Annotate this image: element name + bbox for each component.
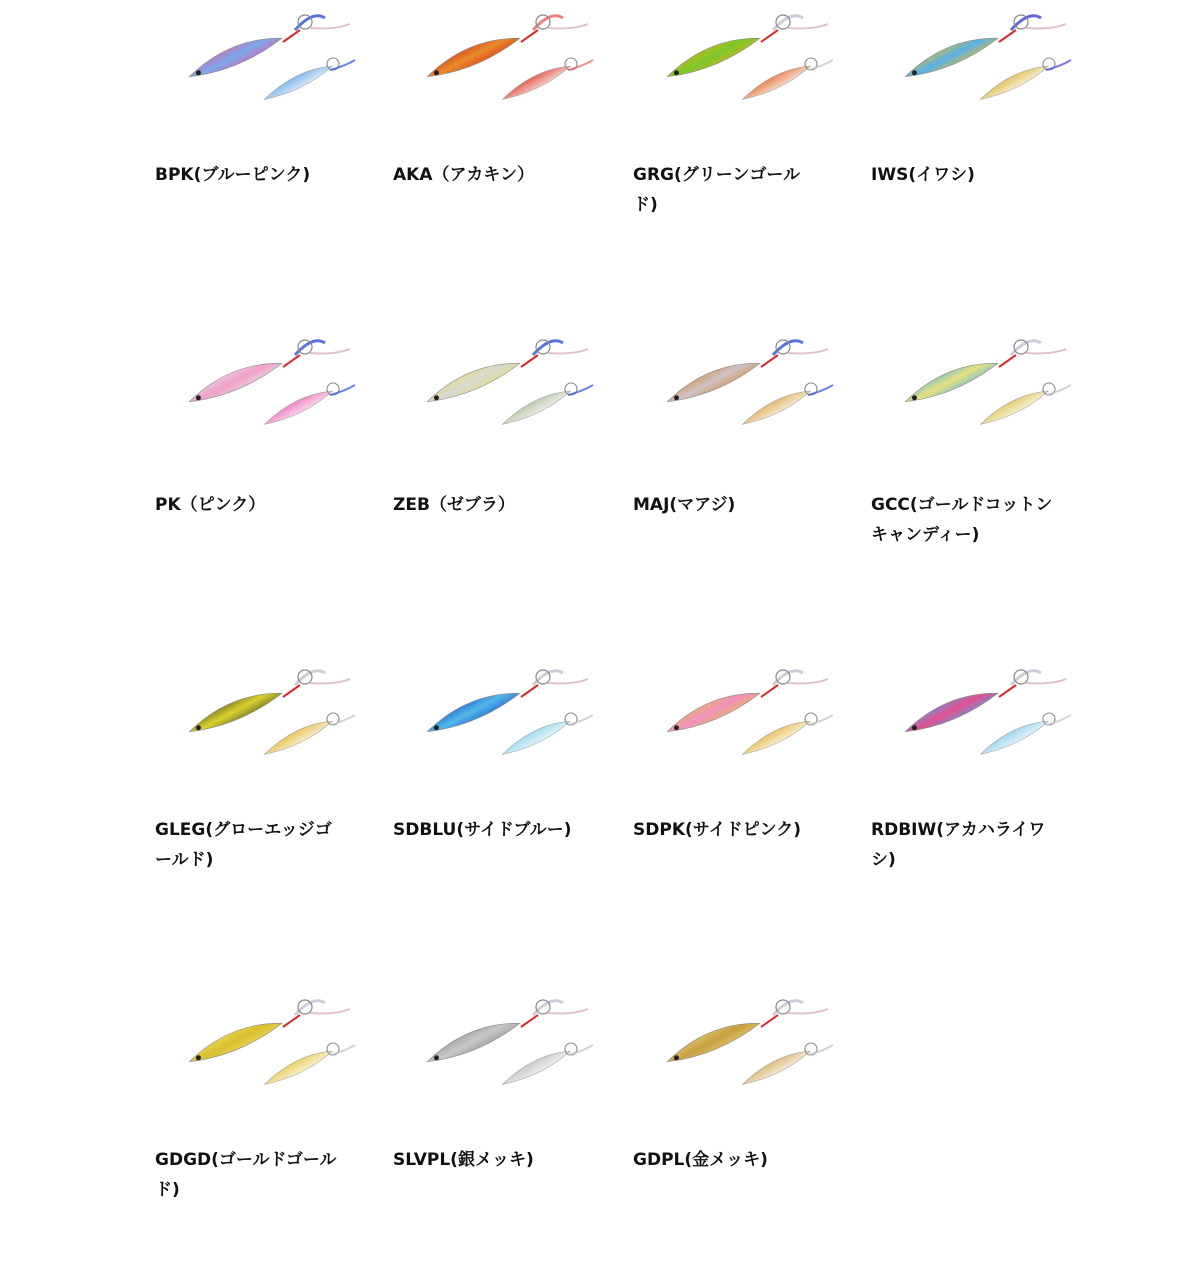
assist-jig <box>739 1048 814 1086</box>
lure-color-label: GDGD(ゴールドゴールド) <box>155 1150 337 1200</box>
main-jig <box>901 687 1002 735</box>
assist-jig <box>499 718 574 756</box>
main-jig <box>423 357 524 405</box>
main-jig <box>185 687 286 735</box>
lure-color-label: PK（ピンク） <box>155 495 266 515</box>
lure-color-label: GLEG(グローエッジゴールド) <box>155 820 332 870</box>
main-jig <box>423 1017 524 1065</box>
lure-color-label: ZEB（ゼブラ） <box>393 495 515 515</box>
lure-color-label: SDPK(サイドピンク) <box>633 820 801 840</box>
lure-image <box>881 325 1091 435</box>
lure-image <box>403 655 613 765</box>
lure-color-label: RDBIW(アカハライワシ) <box>871 820 1046 870</box>
lure-color-label: MAJ(マアジ) <box>633 495 736 515</box>
assist-jig <box>739 718 814 756</box>
lure-image <box>403 985 613 1095</box>
main-jig <box>423 32 524 80</box>
lure-image <box>643 0 853 110</box>
assist-jig <box>977 718 1052 756</box>
lure-color-label: GCC(ゴールドコットンキャンディー) <box>871 495 1053 545</box>
main-jig <box>901 357 1002 405</box>
main-jig <box>663 32 764 80</box>
lure-image <box>881 0 1091 110</box>
lure-color-label: GDPL(金メッキ) <box>633 1150 768 1170</box>
lure-color-item <box>393 985 623 1285</box>
lure-image <box>165 0 375 110</box>
main-jig <box>185 357 286 405</box>
assist-jig <box>261 1048 336 1086</box>
lure-color-item <box>633 985 863 1285</box>
lure-color-item <box>393 0 623 300</box>
lure-color-label: SDBLU(サイドブルー) <box>393 820 572 840</box>
main-jig <box>185 32 286 80</box>
main-jig <box>423 687 524 735</box>
assist-jig <box>261 63 336 101</box>
assist-jig <box>499 63 574 101</box>
lure-color-item <box>871 325 1101 625</box>
lure-image <box>881 655 1091 765</box>
lure-color-label: SLVPL(銀メッキ) <box>393 1150 534 1170</box>
assist-jig <box>977 388 1052 426</box>
lure-image <box>165 325 375 435</box>
lure-color-item <box>393 325 623 625</box>
assist-jig <box>261 718 336 756</box>
main-jig <box>663 687 764 735</box>
lure-color-item <box>155 985 385 1285</box>
main-jig <box>663 357 764 405</box>
lure-color-item <box>633 0 863 300</box>
lure-color-item <box>155 0 385 300</box>
lure-image <box>403 325 613 435</box>
lure-color-item <box>393 655 623 955</box>
main-jig <box>901 32 1002 80</box>
lure-image <box>643 655 853 765</box>
lure-color-item <box>633 655 863 955</box>
lure-image <box>165 985 375 1095</box>
assist-jig <box>739 63 814 101</box>
assist-jig <box>261 388 336 426</box>
lure-image <box>403 0 613 110</box>
lure-image <box>165 655 375 765</box>
lure-color-label: IWS(イワシ) <box>871 165 975 185</box>
assist-jig <box>499 388 574 426</box>
lure-color-item <box>871 655 1101 955</box>
main-jig <box>185 1017 286 1065</box>
lure-color-label: GRG(グリーンゴールド) <box>633 165 801 215</box>
lure-color-item <box>633 325 863 625</box>
assist-jig <box>977 63 1052 101</box>
lure-color-item <box>871 0 1101 300</box>
lure-color-item <box>155 655 385 955</box>
lure-color-item <box>155 325 385 625</box>
lure-color-label: BPK(ブルーピンク) <box>155 165 311 185</box>
assist-jig <box>499 1048 574 1086</box>
lure-image <box>643 325 853 435</box>
lure-color-label: AKA（アカキン） <box>393 165 535 185</box>
main-jig <box>663 1017 764 1065</box>
assist-jig <box>739 388 814 426</box>
lure-image <box>643 985 853 1095</box>
